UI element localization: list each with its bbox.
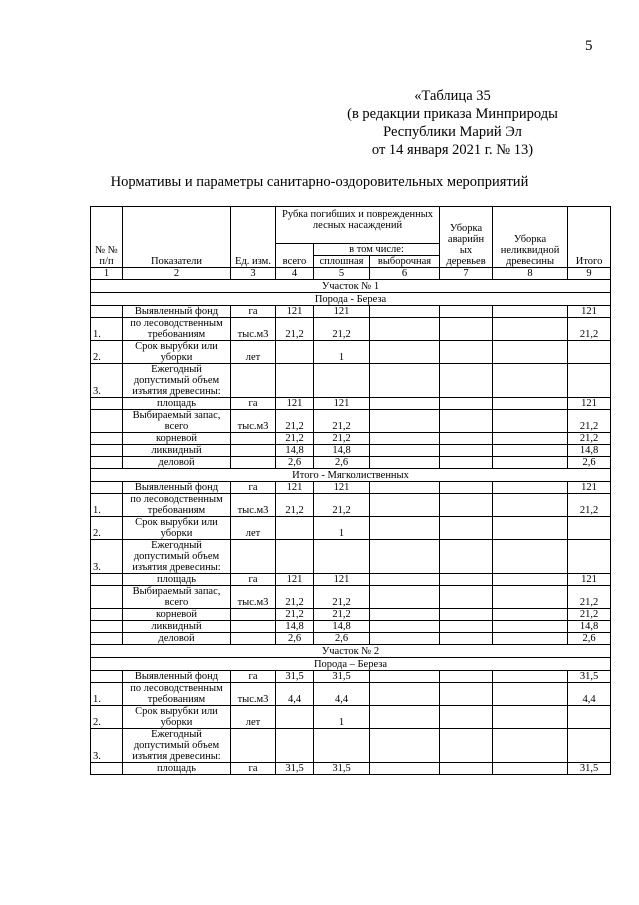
table-cell (370, 517, 440, 540)
table-cell (91, 433, 123, 445)
section-row (91, 645, 611, 658)
table-cell (370, 457, 440, 469)
table-row (91, 609, 611, 621)
table-cell (314, 729, 370, 763)
table-cell (493, 671, 568, 683)
column-number: 1 (91, 268, 123, 280)
table-cell (276, 540, 314, 574)
table-cell (370, 318, 440, 341)
table-cell (493, 763, 568, 775)
table-cell (231, 540, 276, 574)
section-row (91, 469, 611, 482)
column-number: 3 (231, 268, 276, 280)
table-cell (440, 706, 493, 729)
column-number: 9 (568, 268, 611, 280)
section-title: Участок № 1 (91, 280, 611, 293)
table-cell: 2,6 (314, 633, 370, 645)
table-cell (370, 729, 440, 763)
table-cell (568, 364, 611, 398)
table-cell (568, 517, 611, 540)
table-cell: корневой (123, 433, 231, 445)
table-cell (276, 517, 314, 540)
table-cell (440, 540, 493, 574)
header-emergency: Уборка аварийн ых деревьев (440, 207, 493, 268)
header-felling: Рубка погибших и поврежденных лесных насаждений (276, 207, 440, 244)
table-cell (231, 633, 276, 645)
document-title: Нормативы и параметры санитарно-оздоровительных мероприятий (110, 174, 529, 190)
table-cell: 31,5 (568, 671, 611, 683)
table-row (91, 586, 611, 609)
table-cell (440, 341, 493, 364)
table-cell: 21,2 (276, 609, 314, 621)
table-cell: 21,2 (568, 586, 611, 609)
ref-line: Республики Марий Эл (383, 124, 522, 140)
table-row (91, 457, 611, 469)
section-title: Итого - Мягколиственных (91, 469, 611, 482)
table-cell (440, 586, 493, 609)
table-cell: Ежегодный допустимый объем изъятия древесины: (123, 364, 231, 398)
table-cell: ликвидный (123, 621, 231, 633)
header-total: всего (276, 244, 314, 268)
table-cell (568, 341, 611, 364)
norms-table (90, 206, 611, 775)
table-cell (231, 457, 276, 469)
table-row (91, 494, 611, 517)
header-illiquid: Уборка неликвидной древесины (493, 207, 568, 268)
table-cell (314, 540, 370, 574)
table-cell (568, 706, 611, 729)
table-cell: га (231, 306, 276, 318)
table-cell: Срок вырубки или уборки (123, 706, 231, 729)
table-cell (276, 706, 314, 729)
table-cell: тыс.м3 (231, 586, 276, 609)
table-row (91, 398, 611, 410)
table-cell (568, 729, 611, 763)
table-row (91, 482, 611, 494)
table-row (91, 574, 611, 586)
table-cell (91, 306, 123, 318)
table-cell (370, 763, 440, 775)
table-cell (91, 633, 123, 645)
table-cell: 21,2 (276, 410, 314, 433)
table-cell (440, 318, 493, 341)
table-cell: Выбираемый запас, всего (123, 586, 231, 609)
table-cell: 2,6 (314, 457, 370, 469)
table-cell: 21,2 (568, 318, 611, 341)
table-cell (440, 306, 493, 318)
table-row (91, 410, 611, 433)
table-cell: 121 (314, 482, 370, 494)
table-row (91, 763, 611, 775)
table-cell (370, 609, 440, 621)
column-number: 7 (440, 268, 493, 280)
table-cell: Выбираемый запас, всего (123, 410, 231, 433)
table-cell (370, 540, 440, 574)
table-cell (91, 457, 123, 469)
table-row (91, 540, 611, 574)
table-cell: 31,5 (276, 671, 314, 683)
table-cell: 21,2 (568, 494, 611, 517)
header-solid: сплошная (314, 256, 370, 268)
table-cell (440, 364, 493, 398)
table-cell (370, 683, 440, 706)
table-cell (568, 540, 611, 574)
table-cell: 21,2 (276, 586, 314, 609)
header-sum: Итого (568, 207, 611, 268)
table-cell (91, 763, 123, 775)
table-cell (440, 671, 493, 683)
table-cell: 2,6 (276, 633, 314, 645)
table-cell: 1 (314, 517, 370, 540)
table-cell: 21,2 (568, 609, 611, 621)
table-row (91, 729, 611, 763)
table-row (91, 683, 611, 706)
ref-line: от 14 января 2021 г. № 13) (371, 142, 534, 158)
table-cell: 121 (568, 398, 611, 410)
table-cell: тыс.м3 (231, 318, 276, 341)
table-cell: 21,2 (276, 318, 314, 341)
table-cell (493, 621, 568, 633)
header-selective: выборочная (370, 256, 440, 268)
table-cell: 121 (276, 482, 314, 494)
table-cell (493, 609, 568, 621)
table-cell (231, 445, 276, 457)
table-cell (493, 482, 568, 494)
table-cell: 3. (91, 364, 123, 398)
header-indicators: Показатели (123, 207, 231, 268)
table-cell (493, 398, 568, 410)
table-cell: га (231, 482, 276, 494)
table-cell (440, 517, 493, 540)
table-cell (231, 609, 276, 621)
ref-line: (в редакции приказа Минприроды (347, 106, 558, 122)
table-cell: 4,4 (314, 683, 370, 706)
table-row (91, 318, 611, 341)
table-row (91, 445, 611, 457)
table-row (91, 364, 611, 398)
table-cell: 121 (314, 398, 370, 410)
table-cell (440, 410, 493, 433)
table-cell (370, 398, 440, 410)
table-cell (91, 482, 123, 494)
header-incl: в том числе: (314, 244, 440, 256)
table-cell: площадь (123, 574, 231, 586)
table-cell: 21,2 (276, 494, 314, 517)
table-cell (440, 482, 493, 494)
table-cell (91, 398, 123, 410)
table-cell: Срок вырубки или уборки (123, 341, 231, 364)
table-cell: 21,2 (314, 410, 370, 433)
table-cell (231, 729, 276, 763)
table-cell (440, 398, 493, 410)
table-cell: 3. (91, 729, 123, 763)
section-row (91, 658, 611, 671)
table-cell (493, 633, 568, 645)
table-cell: 1 (314, 341, 370, 364)
table-cell: 14,8 (276, 621, 314, 633)
column-numbers-row (91, 268, 611, 280)
table-cell: 121 (276, 574, 314, 586)
table-cell (370, 671, 440, 683)
table-cell: 31,5 (314, 671, 370, 683)
table-cell (440, 494, 493, 517)
table-cell (370, 482, 440, 494)
column-number: 5 (314, 268, 370, 280)
table-cell (493, 445, 568, 457)
table-cell: 121 (568, 482, 611, 494)
section-row (91, 293, 611, 306)
table-row (91, 306, 611, 318)
table-cell (493, 729, 568, 763)
table-cell (370, 410, 440, 433)
table-cell (370, 574, 440, 586)
table-cell (231, 433, 276, 445)
table-cell (440, 683, 493, 706)
table-cell (370, 706, 440, 729)
table-cell (493, 574, 568, 586)
table-cell: 21,2 (568, 410, 611, 433)
table-cell (91, 609, 123, 621)
column-number: 6 (370, 268, 440, 280)
table-cell (493, 457, 568, 469)
table-cell: корневой (123, 609, 231, 621)
table-cell (440, 621, 493, 633)
section-row (91, 280, 611, 293)
header-num: № № п/п (91, 207, 123, 268)
table-cell: 21,2 (568, 433, 611, 445)
table-cell (440, 633, 493, 645)
table-cell (440, 433, 493, 445)
table-reference (300, 87, 605, 159)
table-cell (91, 621, 123, 633)
table-cell (370, 586, 440, 609)
table-cell (370, 494, 440, 517)
table-cell: деловой (123, 633, 231, 645)
column-number: 8 (493, 268, 568, 280)
table-cell: 4,4 (568, 683, 611, 706)
table-cell (493, 306, 568, 318)
table-cell: 2. (91, 517, 123, 540)
ref-line: «Таблица 35 (414, 88, 491, 104)
table-cell: 14,8 (568, 445, 611, 457)
table-cell (440, 609, 493, 621)
table-cell: 1. (91, 494, 123, 517)
table-cell: 14,8 (276, 445, 314, 457)
table-cell (370, 341, 440, 364)
table-cell (440, 574, 493, 586)
table-cell: 3. (91, 540, 123, 574)
table-cell: 2,6 (568, 457, 611, 469)
table-cell: Ежегодный допустимый объем изъятия древесины: (123, 540, 231, 574)
table-row (91, 706, 611, 729)
table-cell (231, 621, 276, 633)
table-cell: 121 (314, 306, 370, 318)
table-cell: 21,2 (314, 586, 370, 609)
table-cell (493, 540, 568, 574)
table-cell (493, 364, 568, 398)
table-cell: 121 (276, 398, 314, 410)
table-row (91, 671, 611, 683)
table-cell: по лесоводственным требованиям (123, 494, 231, 517)
table-cell (493, 683, 568, 706)
table-cell: Срок вырубки или уборки (123, 517, 231, 540)
table-cell: 2,6 (276, 457, 314, 469)
table-cell (370, 621, 440, 633)
table-cell (370, 445, 440, 457)
table-cell (91, 586, 123, 609)
table-cell: 14,8 (314, 445, 370, 457)
table-cell (314, 364, 370, 398)
table-cell (370, 364, 440, 398)
table-row (91, 341, 611, 364)
table-cell: га (231, 398, 276, 410)
table-cell: 14,8 (314, 621, 370, 633)
table-cell: лет (231, 517, 276, 540)
table-cell: га (231, 574, 276, 586)
table-cell: по лесоводственным требованиям (123, 683, 231, 706)
table-cell (493, 586, 568, 609)
table-cell (276, 341, 314, 364)
table-cell: Выявленный фонд (123, 306, 231, 318)
table-cell (493, 318, 568, 341)
table-cell (440, 457, 493, 469)
table-cell: 2. (91, 341, 123, 364)
table-cell: 1 (314, 706, 370, 729)
table-cell: га (231, 671, 276, 683)
table-cell (370, 433, 440, 445)
table-row (91, 433, 611, 445)
table-cell (493, 517, 568, 540)
table-cell: 121 (276, 306, 314, 318)
table-cell: 31,5 (568, 763, 611, 775)
table-cell: тыс.м3 (231, 410, 276, 433)
table-cell (493, 341, 568, 364)
column-number: 2 (123, 268, 231, 280)
table-cell: 21,2 (314, 318, 370, 341)
table-cell: по лесоводственным требованиям (123, 318, 231, 341)
table-cell: ликвидный (123, 445, 231, 457)
table-cell: 21,2 (314, 494, 370, 517)
table-row (91, 633, 611, 645)
section-title: Участок № 2 (91, 645, 611, 658)
table-cell (493, 706, 568, 729)
header-unit: Ед. изм. (231, 207, 276, 268)
column-number: 4 (276, 268, 314, 280)
table-cell: лет (231, 706, 276, 729)
table-cell: 121 (568, 574, 611, 586)
table-cell: 14,8 (568, 621, 611, 633)
table-cell: площадь (123, 398, 231, 410)
table-cell: 21,2 (276, 433, 314, 445)
table-cell (440, 445, 493, 457)
table-cell: тыс.м3 (231, 494, 276, 517)
table-cell: Выявленный фонд (123, 671, 231, 683)
table-cell (91, 445, 123, 457)
table-cell (493, 433, 568, 445)
table-cell: лет (231, 341, 276, 364)
table-cell: деловой (123, 457, 231, 469)
table-cell (231, 364, 276, 398)
table-cell: га (231, 763, 276, 775)
table-cell: тыс.м3 (231, 683, 276, 706)
page-number: 5 (585, 38, 593, 54)
table-cell: 121 (568, 306, 611, 318)
table-cell (276, 729, 314, 763)
table-cell: 31,5 (276, 763, 314, 775)
table-cell: 1. (91, 683, 123, 706)
section-title: Порода - Береза (91, 293, 611, 306)
table-cell: Ежегодный допустимый объем изъятия древесины: (123, 729, 231, 763)
section-title: Порода – Береза (91, 658, 611, 671)
table-cell: 2. (91, 706, 123, 729)
table-cell (440, 763, 493, 775)
table-cell: Выявленный фонд (123, 482, 231, 494)
table-cell (91, 410, 123, 433)
table-cell (370, 306, 440, 318)
table-cell (91, 574, 123, 586)
table-cell: 4,4 (276, 683, 314, 706)
table-cell: 31,5 (314, 763, 370, 775)
table-cell (91, 671, 123, 683)
table-cell (440, 729, 493, 763)
table-cell (276, 364, 314, 398)
table-cell (493, 410, 568, 433)
table-row (91, 621, 611, 633)
table-row (91, 517, 611, 540)
table-cell (370, 633, 440, 645)
table-cell: 21,2 (314, 609, 370, 621)
table-cell: 1. (91, 318, 123, 341)
table-cell: площадь (123, 763, 231, 775)
table-cell (493, 494, 568, 517)
table-cell: 21,2 (314, 433, 370, 445)
table-cell: 2,6 (568, 633, 611, 645)
table-cell: 121 (314, 574, 370, 586)
